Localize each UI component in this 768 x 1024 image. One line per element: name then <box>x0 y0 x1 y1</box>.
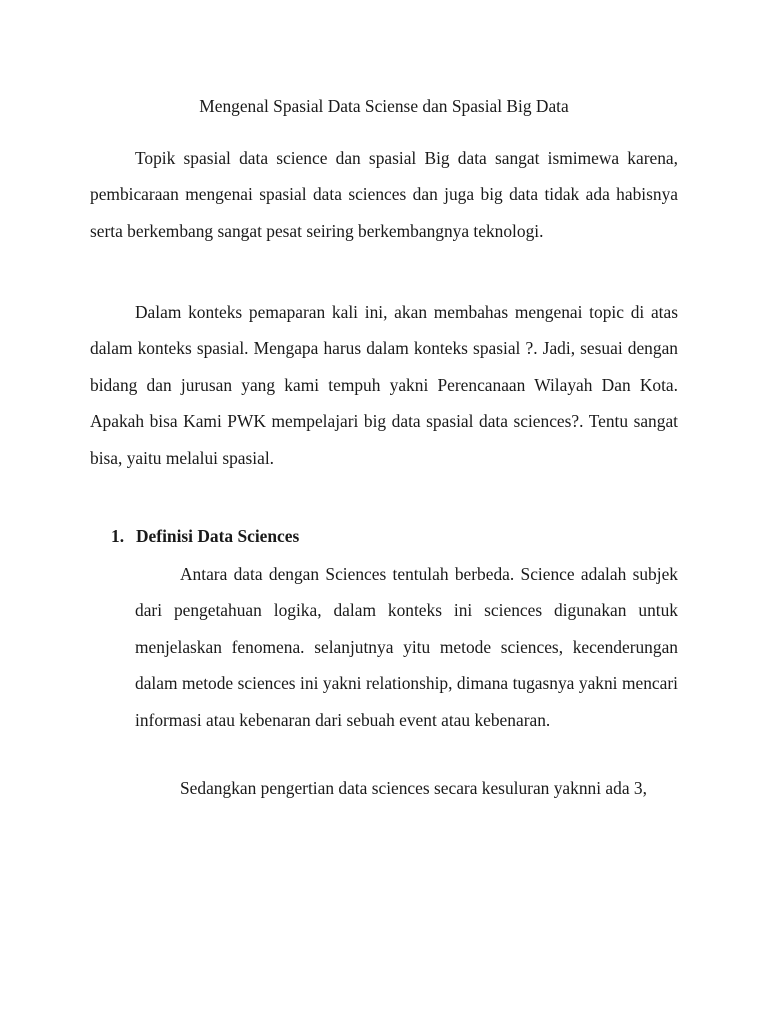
document-title: Mengenal Spasial Data Sciense dan Spasial Big Data <box>199 96 569 116</box>
paragraph-definition-summary: Sedangkan pengertian data sciences secara kesuluran yaknni ada 3, <box>180 778 647 798</box>
section-number: 1. <box>111 526 125 546</box>
section-heading-text: Definisi Data Sciences <box>136 526 300 546</box>
paragraph-intro: Topik spasial data science dan spasial Big data sangat ismimewa karena, pembicaraan mengenai spasial data sciences dan juga big data tidak ada habisnya serta berkembang sangat pesat seiring berkembangnya teknologi. <box>90 148 678 241</box>
paragraph-definition: Antara data dengan Sciences tentulah berbeda. Science adalah subjek dari pengetahuan logika, dalam konteks ini sciences digunakan untuk menjelaskan fenomena. selanjutnya yitu metode sciences, kecenderungan dalam metode sciences ini yakni relationship, dimana tugasnya yakni mencari informasi atau kebenaran dari sebuah event atau kebenaran. <box>135 564 678 730</box>
paragraph-context: Dalam konteks pemaparan kali ini, akan membahas mengenai topic di atas dalam konteks spasial. Mengapa harus dalam konteks spasial ?. Jadi, sesuai dengan bidang dan jurusan yang kami tempuh yakni Perencanaan Wilayah Dan Kota. Apakah bisa Kami PWK mempelajari big data spasial data sciences?. Tentu sangat bisa, yaitu melalui spasial. <box>90 302 678 468</box>
section-heading <box>111 524 299 548</box>
